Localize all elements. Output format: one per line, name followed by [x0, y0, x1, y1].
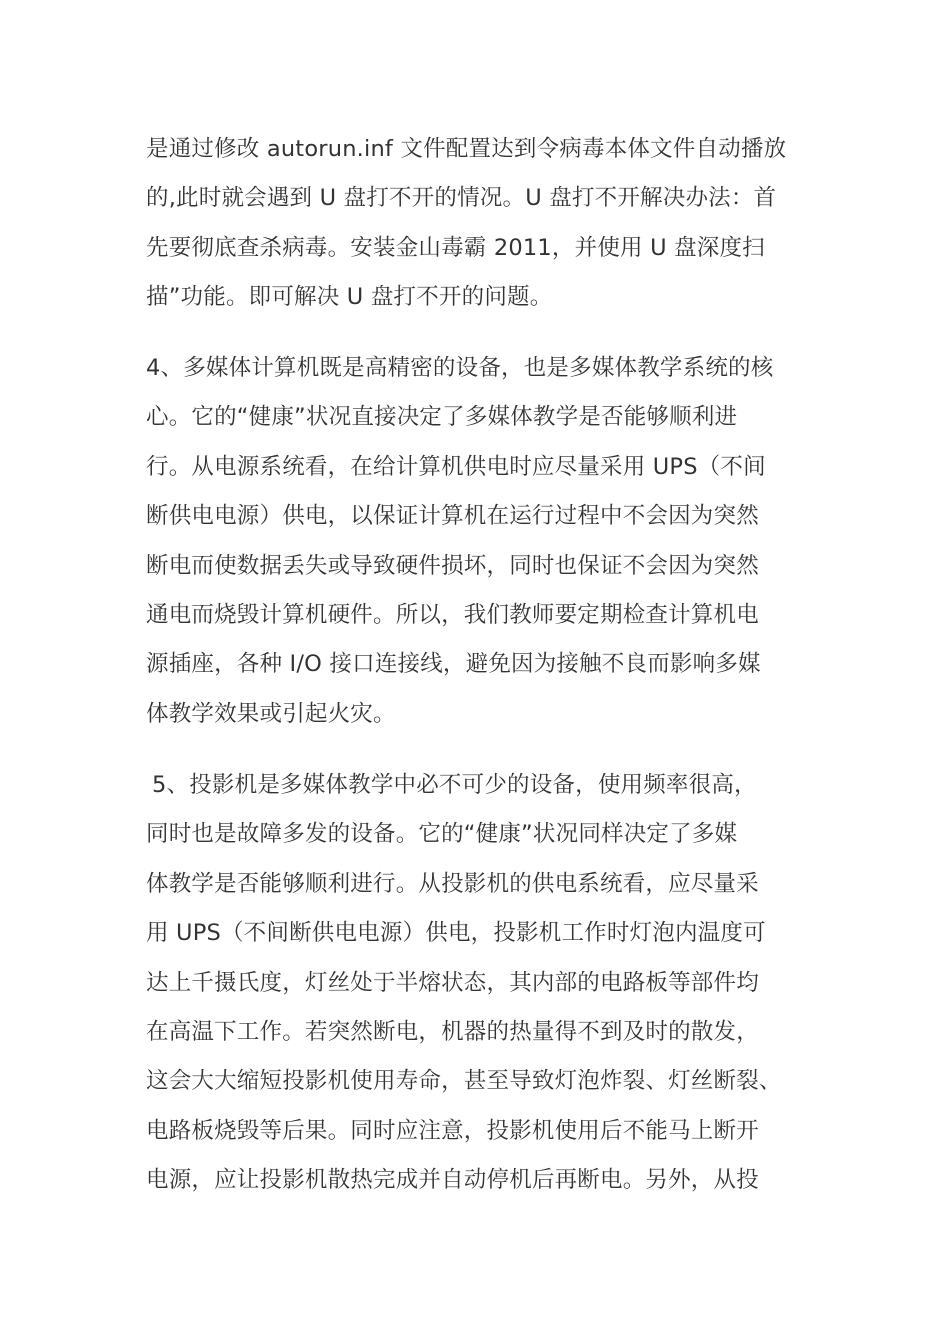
paragraph-item-4-computer: [146, 344, 826, 739]
text-line: 电源，应让投影机散热完成并自动停机后再断电。另外，从投: [146, 1167, 759, 1194]
text-line: 达上千摄氏度，灯丝处于半熔状态，其内部的电路板等部件均: [146, 969, 759, 996]
text-line: 断供电电源）供电，以保证计算机在运行过程中不会因为突然: [146, 503, 759, 530]
paragraph-usb-fix: [146, 125, 826, 323]
paragraph-item-5-projector: [146, 761, 826, 1206]
text-line: 在高温下工作。若突然断电，机器的热量得不到及时的散发，: [146, 1018, 759, 1045]
text-line: 这会大大缩短投影机使用寿命，甚至导致灯泡炸裂、灯丝断裂、: [146, 1068, 782, 1095]
text-line: 是通过修改 autorun.inf 文件配置达到令病毒本体文件自动播放: [146, 136, 787, 162]
text-line: 电路板烧毁等后果。同时应注意，投影机使用后不能马上断开: [146, 1117, 759, 1144]
text-line: 断电而使数据丢失或导致硬件损坏，同时也保证不会因为突然: [146, 552, 759, 579]
text-line: 心。它的“健康”状况直接决定了多媒体教学是否能够顺利进: [146, 404, 738, 431]
text-line: 行。从电源系统看，在给计算机供电时应尽量采用 UPS（不间: [146, 453, 766, 480]
text-line: 通电而烧毁计算机硬件。所以，我们教师要定期检查计算机电: [146, 601, 759, 628]
text-line: 4、多媒体计算机既是高精密的设备，也是多媒体教学系统的核: [146, 355, 774, 381]
text-line: 先要彻底查杀病毒。安装金山毒霸 2011，并使用 U 盘深度扫: [146, 234, 765, 261]
text-line: 同时也是故障多发的设备。它的“健康”状况同样决定了多媒: [146, 821, 738, 848]
text-line: 体教学效果或引起火灾。: [146, 700, 396, 727]
text-line: 源插座，各种 I/O 接口连接线，避免因为接触不良而影响多媒: [146, 651, 761, 678]
text-line: 描”功能。即可解决 U 盘打不开的问题。: [146, 284, 553, 311]
text-line: 的,此时就会遇到 U 盘打不开的情况。U 盘打不开解决办法：首: [146, 185, 777, 212]
text-line: 体教学是否能够顺利进行。从投影机的供电系统看，应尽量采: [146, 870, 759, 897]
text-line: 用 UPS（不间断供电电源）供电，投影机工作时灯泡内温度可: [146, 920, 766, 947]
text-line: 5、投影机是多媒体教学中必不可少的设备，使用频率很高，: [152, 772, 757, 798]
